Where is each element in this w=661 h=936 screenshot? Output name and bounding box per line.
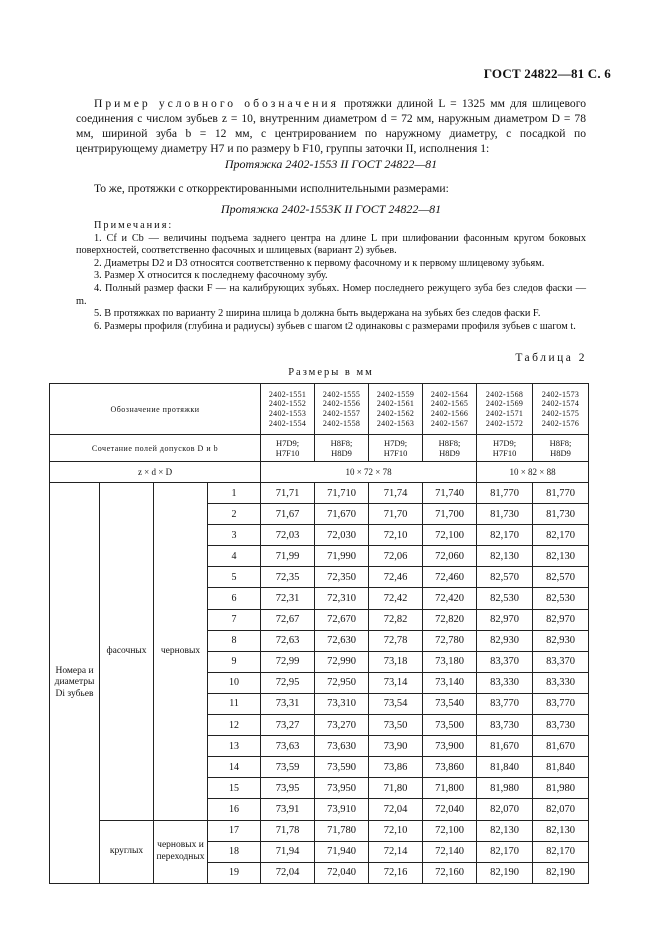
size-cell: 10 × 72 × 78	[261, 462, 477, 483]
diameter-cell: 81,730	[533, 504, 589, 525]
diameter-cell: 82,070	[533, 799, 589, 820]
diameter-cell: 81,670	[477, 736, 533, 757]
diameter-cell: 82,130	[477, 546, 533, 567]
row-group-chamfer: фасочных	[100, 483, 154, 821]
note-3: 3. Размер X относится к последнему фасочному зубу.	[94, 270, 328, 282]
diameter-cell: 72,82	[369, 609, 423, 630]
diameter-cell: 82,170	[477, 525, 533, 546]
tooth-number: 5	[208, 567, 261, 588]
group-cell: 2402-1568 2402-1569 2402-1571 2402-1572	[477, 384, 533, 435]
diameter-cell: 72,060	[423, 546, 477, 567]
designation-2: Протяжка 2402-1553К II ГОСТ 24822—81	[220, 202, 442, 216]
diameter-cell: 73,54	[369, 693, 423, 714]
same-paragraph: То же, протяжки с откорректированными исполнительными размерами:	[94, 182, 449, 195]
group-cell: 2402-1559 2402-1561 2402-1562 2402-1563	[369, 384, 423, 435]
diameter-cell: 82,530	[533, 588, 589, 609]
data-table	[49, 383, 589, 884]
diameter-cell: 71,780	[315, 820, 369, 841]
diameter-cell: 72,420	[423, 588, 477, 609]
diameter-cell: 73,50	[369, 715, 423, 736]
diameter-cell: 71,80	[369, 778, 423, 799]
diameter-cell: 82,170	[533, 841, 589, 862]
diameter-cell: 82,190	[477, 862, 533, 883]
diameter-cell: 72,100	[423, 820, 477, 841]
tooth-number: 6	[208, 588, 261, 609]
diameter-cell: 72,06	[369, 546, 423, 567]
tooth-number: 18	[208, 841, 261, 862]
diameter-cell: 72,780	[423, 630, 477, 651]
tooth-number: 19	[208, 862, 261, 883]
diameter-cell: 72,140	[423, 841, 477, 862]
example-text: протяжки длиной L = 1325 мм для шлицевого соединения с числом зубьев z = 10, внутренним диаметром d = 72 мм, наружным диаметром D = 78 мм, шириной зуба b = 12 мм, с центрированием по наружному диаметру, с посадкой по центрирующему диаметру H7 и по размеру b F10, группы заточки II, исполнения 1:	[76, 97, 586, 155]
diameter-cell: 73,310	[315, 693, 369, 714]
diameter-cell: 82,930	[477, 630, 533, 651]
diameter-cell: 83,330	[477, 672, 533, 693]
diameter-cell: 73,860	[423, 757, 477, 778]
table-row	[50, 820, 589, 841]
row-group-main: Номера и диаметры Di зубьев	[50, 483, 100, 884]
table-label: Таблица 2	[515, 352, 587, 364]
tooth-number: 10	[208, 672, 261, 693]
diameter-cell: 71,710	[315, 483, 369, 504]
diameter-cell: 83,770	[533, 693, 589, 714]
tooth-number: 7	[208, 609, 261, 630]
diameter-cell: 82,970	[533, 609, 589, 630]
tooth-number: 2	[208, 504, 261, 525]
tooth-number: 1	[208, 483, 261, 504]
diameter-cell: 82,130	[533, 820, 589, 841]
designation-row	[50, 384, 589, 435]
tooth-number: 17	[208, 820, 261, 841]
diameter-cell: 71,940	[315, 841, 369, 862]
diameter-cell: 72,10	[369, 820, 423, 841]
diameter-cell: 81,770	[533, 483, 589, 504]
diameter-cell: 82,570	[533, 567, 589, 588]
diameter-cell: 72,10	[369, 525, 423, 546]
diameter-cell: 82,190	[533, 862, 589, 883]
diameter-cell: 82,170	[533, 525, 589, 546]
diameter-cell: 73,27	[261, 715, 315, 736]
row-group-round-sub: черновых и переходных	[154, 820, 208, 883]
diameter-cell: 72,95	[261, 672, 315, 693]
diameter-cell: 72,04	[369, 799, 423, 820]
group-cell: 2402-1573 2402-1574 2402-1575 2402-1576	[533, 384, 589, 435]
diameter-cell: 81,770	[477, 483, 533, 504]
group-cell: 2402-1551 2402-1552 2402-1553 2402-1554	[261, 384, 315, 435]
diameter-cell: 72,03	[261, 525, 315, 546]
notes-block	[76, 220, 586, 333]
data-rows	[50, 483, 589, 884]
tooth-number: 8	[208, 630, 261, 651]
diameter-cell: 82,130	[477, 820, 533, 841]
designation-1: Протяжка 2402-1553 II ГОСТ 24822—81	[224, 157, 438, 171]
diameter-cell: 73,140	[423, 672, 477, 693]
diameter-cell: 73,14	[369, 672, 423, 693]
diameter-cell: 71,71	[261, 483, 315, 504]
tooth-number: 12	[208, 715, 261, 736]
diameter-cell: 71,94	[261, 841, 315, 862]
diameter-cell: 83,770	[477, 693, 533, 714]
diameter-cell: 72,78	[369, 630, 423, 651]
tooth-number: 9	[208, 651, 261, 672]
diameter-cell: 72,42	[369, 588, 423, 609]
tooth-number: 15	[208, 778, 261, 799]
diameter-cell: 72,63	[261, 630, 315, 651]
diameter-cell: 72,99	[261, 651, 315, 672]
diameter-cell: 82,070	[477, 799, 533, 820]
tolerance-row	[50, 435, 589, 462]
diameter-cell: 82,130	[533, 546, 589, 567]
diameter-cell: 81,730	[477, 504, 533, 525]
diameter-cell: 72,350	[315, 567, 369, 588]
diameter-cell: 73,18	[369, 651, 423, 672]
example-lead: Пример условного обозначения	[94, 97, 339, 110]
tooth-number: 14	[208, 757, 261, 778]
diameter-cell: 71,670	[315, 504, 369, 525]
diameter-cell: 73,950	[315, 778, 369, 799]
note-5: 5. В протяжках по варианту 2 ширина шлица b должна быть выдержана на зубьях без следов фаски F.	[94, 308, 541, 320]
diameter-cell: 71,74	[369, 483, 423, 504]
diameter-cell: 73,540	[423, 693, 477, 714]
diameter-cell: 71,990	[315, 546, 369, 567]
size-cell: 10 × 82 × 88	[477, 462, 589, 483]
tolerance-cell: H7D9; H7F10	[477, 435, 533, 462]
diameter-cell: 72,630	[315, 630, 369, 651]
diameter-cell: 72,990	[315, 651, 369, 672]
tooth-number: 11	[208, 693, 261, 714]
diameter-cell: 73,180	[423, 651, 477, 672]
tolerance-cell: H7D9; H7F10	[369, 435, 423, 462]
diameter-cell: 73,59	[261, 757, 315, 778]
diameter-cell: 71,78	[261, 820, 315, 841]
diameter-cell: 73,630	[315, 736, 369, 757]
size-row	[50, 462, 589, 483]
diameter-cell: 72,310	[315, 588, 369, 609]
row-group-round: круглых	[100, 820, 154, 883]
diameter-cell: 83,730	[477, 715, 533, 736]
diameter-cell: 71,740	[423, 483, 477, 504]
table-row	[50, 483, 589, 504]
diameter-cell: 73,500	[423, 715, 477, 736]
example-paragraph	[76, 96, 586, 156]
diameter-cell: 72,31	[261, 588, 315, 609]
note-4: 4. Полный размер фаски F — на калибрующих зубьях. Номер последнего режущего зуба без следов фаски — m.	[76, 282, 586, 307]
diameter-cell: 72,46	[369, 567, 423, 588]
tolerance-cell: H8F8; H8D9	[315, 435, 369, 462]
diameter-cell: 71,800	[423, 778, 477, 799]
diameter-cell: 72,670	[315, 609, 369, 630]
tooth-number: 16	[208, 799, 261, 820]
diameter-cell: 82,970	[477, 609, 533, 630]
diameter-cell: 82,170	[477, 841, 533, 862]
table-units: Размеры в мм	[288, 367, 374, 378]
diameter-cell: 72,35	[261, 567, 315, 588]
zdD-header: z × d × D	[50, 462, 261, 483]
tooth-number: 13	[208, 736, 261, 757]
diameter-cell: 73,90	[369, 736, 423, 757]
note-6: 6. Размеры профиля (глубина и радиусы) зубьев с шагом t2 одинаковы с размерами профиля зубьев с шагом t.	[94, 320, 576, 332]
diameter-cell: 71,99	[261, 546, 315, 567]
tolerance-header: Сочетание полей допусков D и b	[50, 435, 261, 462]
diameter-cell: 71,700	[423, 504, 477, 525]
diameter-cell: 73,900	[423, 736, 477, 757]
diameter-cell: 81,980	[477, 778, 533, 799]
diameter-cell: 82,930	[533, 630, 589, 651]
diameter-cell: 73,270	[315, 715, 369, 736]
tolerance-cell: H8F8; H8D9	[423, 435, 477, 462]
group-cell: 2402-1555 2402-1556 2402-1557 2402-1558	[315, 384, 369, 435]
tolerance-cell: H7D9; H7F10	[261, 435, 315, 462]
diameter-cell: 82,530	[477, 588, 533, 609]
diameter-cell: 72,100	[423, 525, 477, 546]
diameter-cell: 72,160	[423, 862, 477, 883]
diameter-cell: 73,95	[261, 778, 315, 799]
diameter-cell: 73,91	[261, 799, 315, 820]
diameter-cell: 72,04	[261, 862, 315, 883]
diameter-cell: 73,910	[315, 799, 369, 820]
diameter-cell: 73,31	[261, 693, 315, 714]
diameter-cell: 72,030	[315, 525, 369, 546]
diameter-cell: 72,040	[315, 862, 369, 883]
diameter-cell: 83,330	[533, 672, 589, 693]
diameter-cell: 72,820	[423, 609, 477, 630]
tolerance-cell: H8F8; H8D9	[533, 435, 589, 462]
page-header: ГОСТ 24822—81 С. 6	[483, 66, 611, 81]
diameter-cell: 81,840	[477, 757, 533, 778]
row-group-chamfer-sub: черновых	[154, 483, 208, 821]
diameter-cell: 71,70	[369, 504, 423, 525]
diameter-cell: 72,950	[315, 672, 369, 693]
notes-title: Примечания:	[94, 220, 174, 231]
diameter-cell: 71,67	[261, 504, 315, 525]
diameter-cell: 81,980	[533, 778, 589, 799]
tooth-number: 3	[208, 525, 261, 546]
designation-header: Обозначение протяжки	[50, 384, 261, 435]
note-2: 2. Диаметры D2 и D3 относятся соответственно к первому фасочному и к первому шлицевому зубьям.	[94, 257, 545, 269]
diameter-cell: 73,86	[369, 757, 423, 778]
diameter-cell: 72,040	[423, 799, 477, 820]
note-1: 1. Cf и Cb — величины подъема заднего центра на длине L при шлифовании фасонным кругом боковых поверхностей, соответственно фасочных и шлицевых (вариант 2) зубьев.	[76, 232, 586, 257]
tooth-number: 4	[208, 546, 261, 567]
group-cell: 2402-1564 2402-1565 2402-1566 2402-1567	[423, 384, 477, 435]
diameter-cell: 82,570	[477, 567, 533, 588]
diameter-cell: 83,370	[533, 651, 589, 672]
diameter-cell: 72,16	[369, 862, 423, 883]
diameter-cell: 72,460	[423, 567, 477, 588]
diameter-cell: 73,590	[315, 757, 369, 778]
diameter-cell: 72,67	[261, 609, 315, 630]
diameter-cell: 83,370	[477, 651, 533, 672]
diameter-cell: 81,840	[533, 757, 589, 778]
diameter-cell: 73,63	[261, 736, 315, 757]
diameter-cell: 81,670	[533, 736, 589, 757]
diameter-cell: 72,14	[369, 841, 423, 862]
diameter-cell: 83,730	[533, 715, 589, 736]
